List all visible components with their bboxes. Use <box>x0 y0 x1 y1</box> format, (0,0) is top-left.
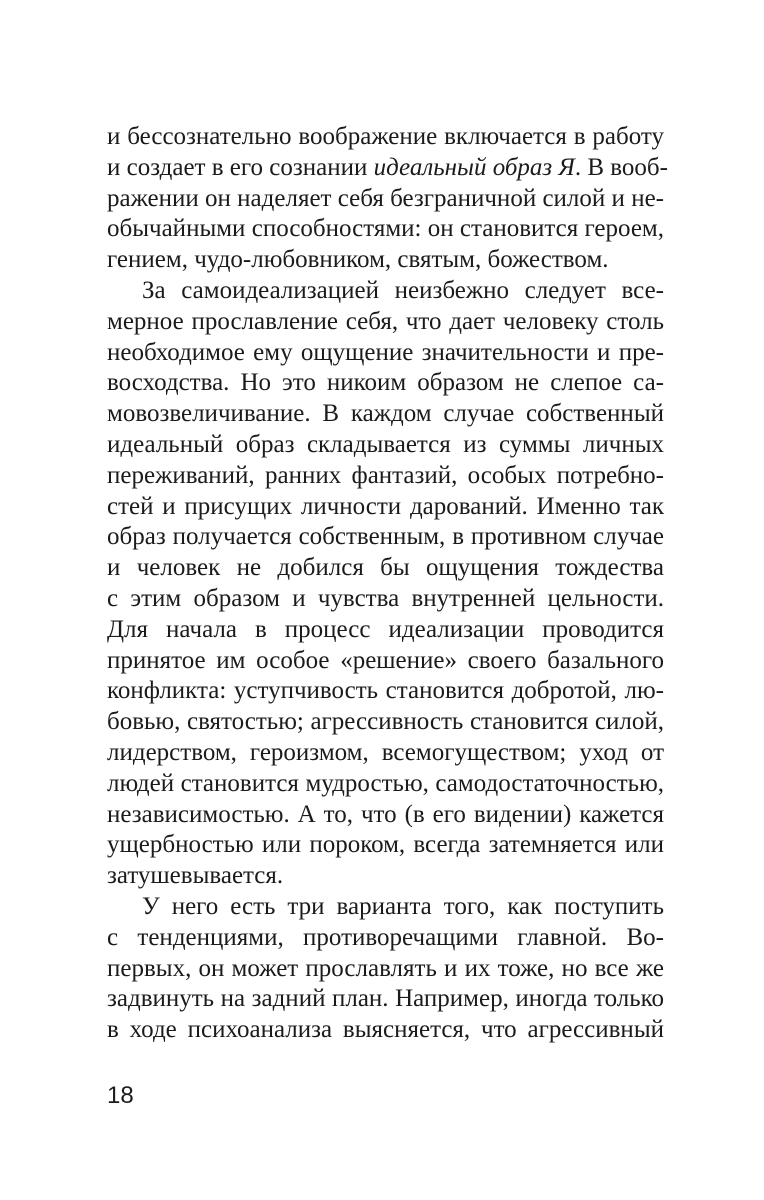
text-line: необходимое ему ощущение значительности и пре- <box>107 338 664 366</box>
italic-term: идеальный образ Я <box>373 153 575 181</box>
text-line: Для начала в процесс идеализации проводится <box>107 615 664 643</box>
text-line: первых, он может прославлять и их тоже, но все же <box>107 954 664 982</box>
text-line: принятое им особое «решение» своего базального <box>107 646 664 674</box>
text-line: с этим образом и чувства внутренней цельности. <box>107 584 664 612</box>
text-line: в ходе психоанализа выясняется, что агрессивный <box>107 1016 664 1044</box>
text-span: . В вооб- <box>574 153 668 181</box>
text-line: ущербностью или пороком, всегда затемняется или <box>107 831 664 859</box>
text-line: затушевывается. <box>107 862 284 890</box>
text-line: гением, чудо-любовником, святым, божеством. <box>107 246 609 274</box>
text-line: За самоидеализацией неизбежно следует все- <box>142 276 664 304</box>
text-line: восходства. Но это никоим образом не слепое са- <box>107 369 664 397</box>
text-line: образ получается собственным, в противном случае <box>107 523 664 551</box>
text-line: мовозвеличивание. В каждом случае собственный <box>107 400 664 428</box>
text-line: обычайными способностями: он становится героем, <box>107 215 664 243</box>
text-line <box>107 153 668 184</box>
body-text <box>107 122 668 1046</box>
text-line: с тенденциями, противоречащими главной. Во- <box>107 923 664 951</box>
page-number: 18 <box>107 1082 134 1109</box>
text-line: переживаний, ранних фантазий, особых потребно- <box>107 461 664 489</box>
text-line: идеальный образ складывается из суммы личных <box>107 430 664 458</box>
text-line: конфликта: уступчивость становится добротой, лю- <box>107 677 664 705</box>
text-span: и создает в его сознании <box>107 153 374 181</box>
text-line: независимостью. А то, что (в его видении) кажется <box>107 800 664 828</box>
text-line: людей становится мудростью, самодостаточностью, <box>107 769 664 797</box>
text-line: задвинуть на задний план. Например, иногда только <box>107 985 664 1013</box>
text-line: и бессознательно воображение включается в работу <box>107 123 664 150</box>
text-line: бовью, святостью; агрессивность становится силой, <box>107 708 664 736</box>
text-line: лидерством, героизмом, всемогуществом; уход от <box>107 738 664 766</box>
text-line: и человек не добился бы ощущения тождества <box>107 554 664 582</box>
text-line: мерное прославление себя, что дает человеку столь <box>107 307 664 335</box>
text-line: ражении он наделяет себя безграничной силой и не- <box>107 184 664 212</box>
text-line: У него есть три варианта того, как поступить <box>142 892 664 920</box>
text-line: стей и присущих личности дарований. Именно так <box>107 492 664 520</box>
